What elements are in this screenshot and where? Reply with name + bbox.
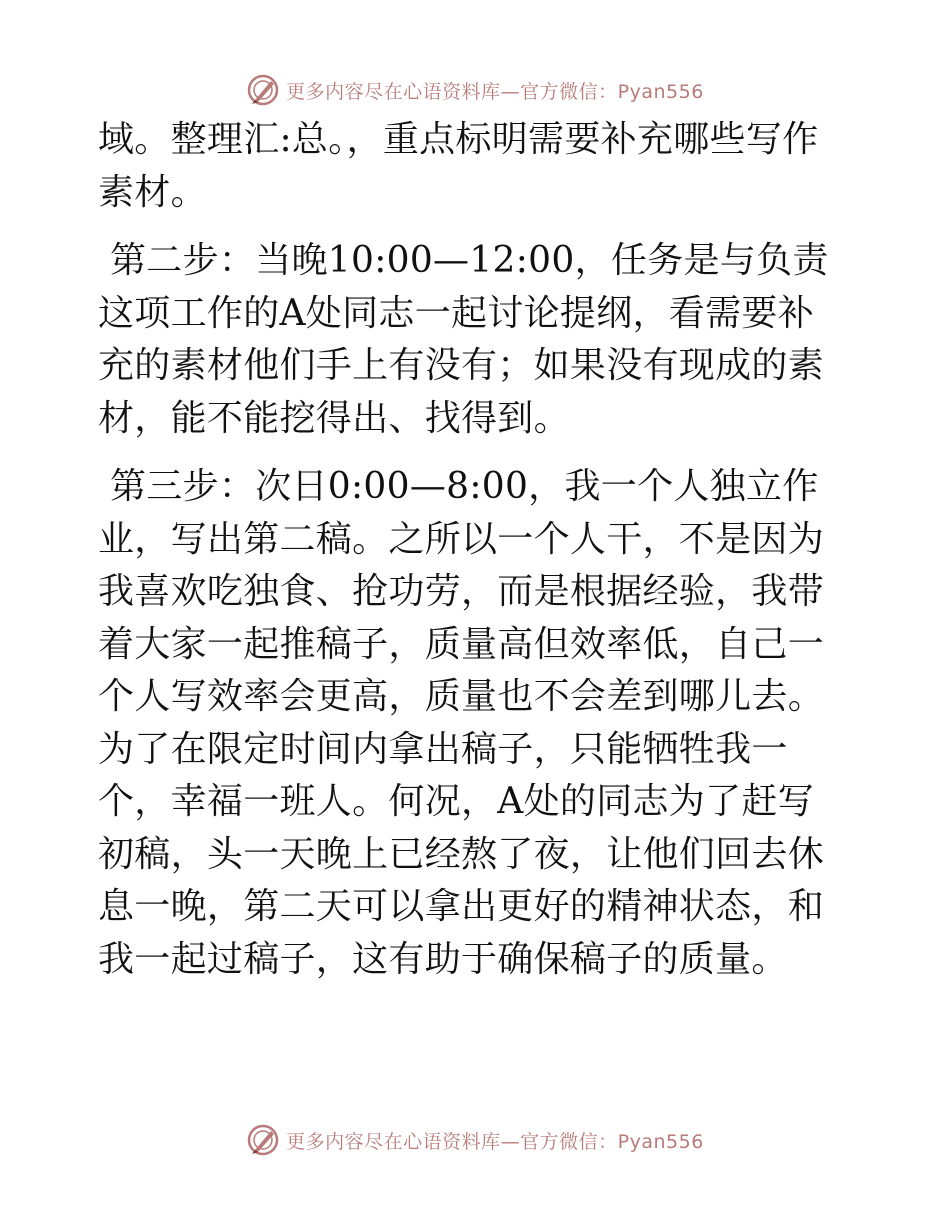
document-body bbox=[98, 114, 850, 986]
pen-logo-icon bbox=[246, 1123, 280, 1157]
paragraph-intro-continuation: 域。整理汇:总。，重点标明需要补充哪些写作素材。 bbox=[98, 119, 819, 213]
paragraph-step-two: 第二步：当晚10:00—12:00，任务是与负责这项工作的A处同志一起讨论提纲，看需要补充的素材他们手上有没有；如果没有现成的素材，能不能挖得出、找得到。 bbox=[98, 240, 829, 439]
watermark-text: 更多内容尽在心语资料库—官方微信：Pyan556 bbox=[286, 1130, 704, 1153]
watermark-text: 更多内容尽在心语资料库—官方微信：Pyan556 bbox=[286, 80, 704, 103]
pen-logo-icon bbox=[246, 73, 280, 107]
header-watermark bbox=[0, 70, 950, 110]
paragraph-step-three: 第三步：次日0:00—8:00，我一个人独立作业，写出第二稿。之所以一个人干，不是因为我喜欢吃独食、抢功劳，而是根据经验，我带着大家一起推稿子，质量高但效率低，自己一个人写效率会更高，质量也不会差到哪儿去。为了在限定时间内拿出稿子，只能牺牲我一个，幸福一班人。何况，A处的同志为了赶写初稿，头一天晚上已经熬了夜，让他们回去休息一晚，第二天可以拿出更好的精神状态，和我一起过稿子，这有助于确保稿子的质量。 bbox=[98, 466, 825, 980]
footer-watermark bbox=[0, 1120, 950, 1160]
